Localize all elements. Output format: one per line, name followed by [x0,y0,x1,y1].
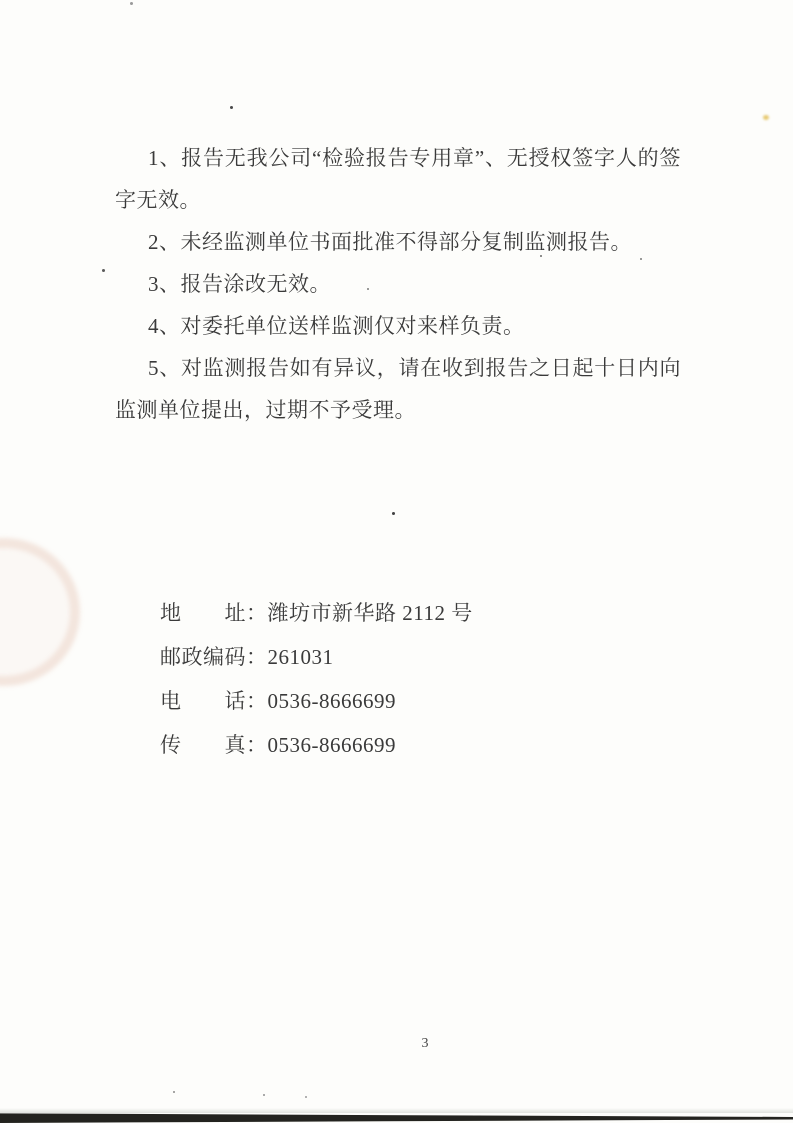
scan-speck [540,255,542,257]
fax-value: 0536-8666699 [267,733,396,757]
note-item-4: 4、对委托单位送样监测仅对来样负责。 [148,314,525,338]
scan-edge-artifact [0,1112,793,1123]
scan-speck [263,1094,265,1096]
contact-section [160,591,640,767]
scan-shadow-artifact [0,1108,793,1113]
postcode-value: 261031 [267,645,334,669]
scan-speck [102,269,105,272]
scan-speck [305,1096,307,1098]
scan-speck [392,512,395,515]
scan-speck [367,288,369,290]
fax-label: 传 真： [160,733,268,757]
page-number: 3 [421,1036,429,1051]
address-value: 潍坊市新华路 2112 号 [267,601,473,625]
contact-row-fax [160,723,640,767]
scan-speck [173,1091,175,1093]
contact-row-postcode [160,635,640,679]
scan-speck [640,258,642,260]
note-item-1: 1、报告无我公司“检验报告专用章”、无授权签字人的签字无效。 [115,146,681,212]
note-item-5: 5、对监测报告如有异议，请在收到报告之日起十日内向监测单位提出，过期不予受理。 [115,356,681,422]
scan-speck [130,2,133,5]
scan-speck [763,115,769,120]
postcode-label: 邮政编码： [160,645,268,669]
scan-speck [230,106,233,109]
note-item-2: 2、未经监测单位书面批准不得部分复制监测报告。 [148,230,632,254]
phone-label: 电 话： [160,689,268,713]
address-label: 地 址： [160,601,268,625]
contact-row-phone [160,679,640,723]
stamp-ghost-artifact [0,538,80,686]
note-item-3: 3、报告涂改无效。 [148,272,331,296]
phone-value: 0536-8666699 [267,689,396,713]
contact-row-address [160,591,640,635]
notes-section [115,137,681,431]
